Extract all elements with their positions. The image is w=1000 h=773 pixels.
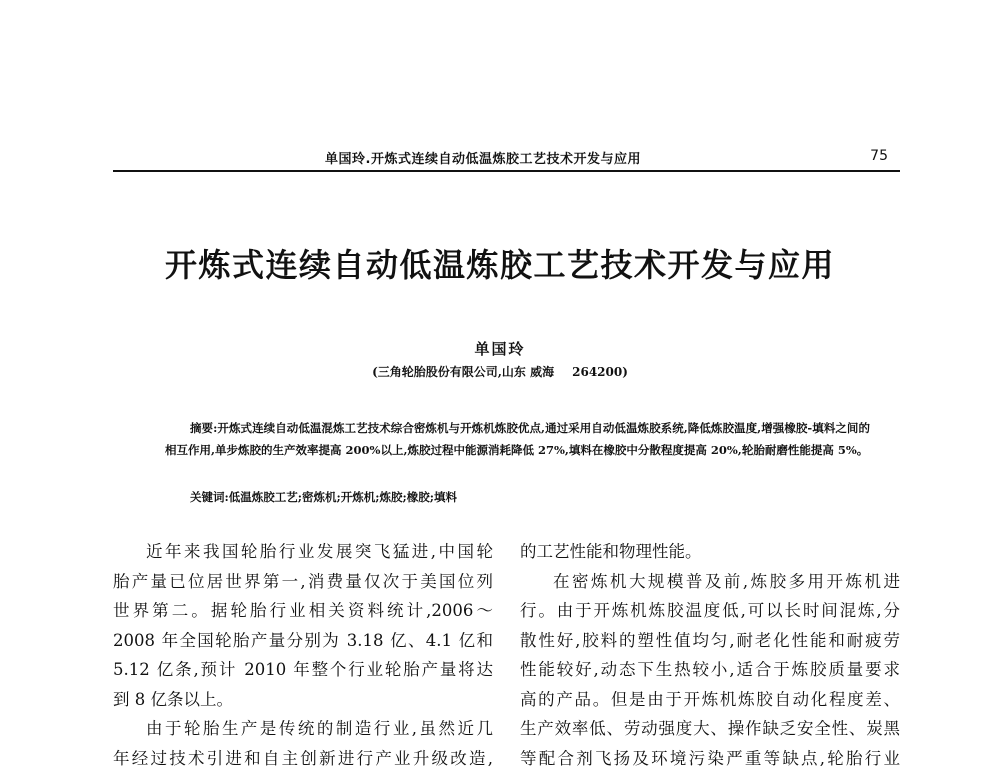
body-line: 世界第二。据轮胎行业相关资料统计,2006～ xyxy=(113,596,493,626)
abstract-label: 摘要: xyxy=(190,421,217,435)
keywords-label: 关键词: xyxy=(190,490,229,504)
body-line: 5.12 亿条,预计 2010 年整个行业轮胎产量将达 xyxy=(113,655,493,685)
body-line: 生产效率低、劳动强度大、操作缺乏安全性、炭黑 xyxy=(520,714,900,744)
body-line: 2008 年全国轮胎产量分别为 3.18 亿、4.1 亿和 xyxy=(113,626,493,656)
body-line: 到 8 亿条以上。 xyxy=(113,685,493,715)
body-line: 由于轮胎生产是传统的制造行业,虽然近几 xyxy=(113,714,493,744)
body-line: 近年来我国轮胎行业发展突飞猛进,中国轮 xyxy=(113,537,493,567)
author-name: 单国玲 xyxy=(0,338,1000,359)
body-line: 性能较好,动态下生热较小,适合于炼胶质量要求 xyxy=(520,655,900,685)
body-line: 等配合剂飞扬及环境污染严重等缺点,轮胎行业 xyxy=(520,744,900,773)
body-column-right xyxy=(520,537,900,773)
header-rule xyxy=(113,170,900,172)
running-header xyxy=(113,148,900,170)
body-line: 散性好,胶料的塑性值均匀,耐老化性能和耐疲劳 xyxy=(520,626,900,656)
body-line: 胎产量已位居世界第一,消费量仅次于美国位列 xyxy=(113,567,493,597)
page-number: 75 xyxy=(870,148,888,164)
affiliation xyxy=(0,363,1000,380)
affiliation-zip: 264200) xyxy=(572,365,628,379)
body-line: 年经过技术引进和自主创新进行产业升级改造, xyxy=(113,744,493,773)
keywords xyxy=(190,489,457,505)
running-title: 单国玲.开炼式连续自动低温炼胶工艺技术开发与应用 xyxy=(325,148,641,167)
body-column-left xyxy=(113,537,493,773)
body-line: 行。由于开炼机炼胶温度低,可以长时间混炼,分 xyxy=(520,596,900,626)
abstract xyxy=(165,417,870,461)
body-line: 高的产品。但是由于开炼机炼胶自动化程度差、 xyxy=(520,685,900,715)
body-line: 的工艺性能和物理性能。 xyxy=(520,537,900,567)
abstract-text: 开炼式连续自动低温混炼工艺技术综合密炼机与开炼机炼胶优点,通过采用自动低温炼胶系统,降低炼胶温度,增强橡胶-填料之间的相互作用,单步炼胶的生产效率提高 200%以上,炼胶过程中能源消耗降低 27%,填料在橡胶中分散程度提高 20%,轮胎耐磨性能提高 5%。 xyxy=(165,421,870,457)
affiliation-org: (三角轮胎股份有限公司,山东 威海 xyxy=(372,365,554,379)
paper-title: 开炼式连续自动低温炼胶工艺技术开发与应用 xyxy=(0,240,1000,286)
keywords-text: 低温炼胶工艺;密炼机;开炼机;炼胶;橡胶;填料 xyxy=(229,490,457,504)
body-line: 在密炼机大规模普及前,炼胶多用开炼机进 xyxy=(520,567,900,597)
